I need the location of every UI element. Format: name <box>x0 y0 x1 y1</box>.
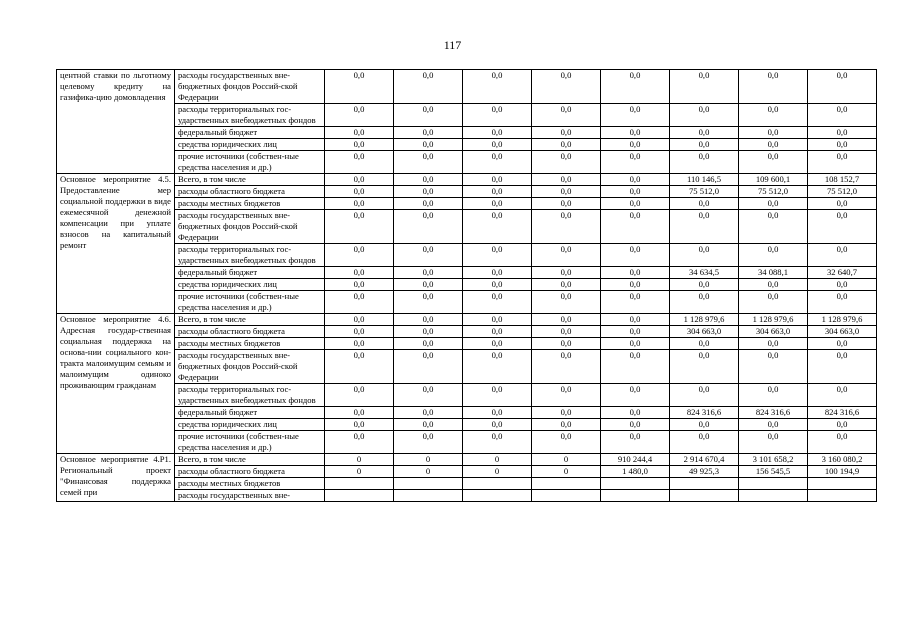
value-cell <box>325 478 394 490</box>
value-cell: 0,0 <box>739 291 808 314</box>
table-row <box>57 454 877 466</box>
value-cell: 3 160 080,2 <box>808 454 877 466</box>
table-row <box>57 151 877 174</box>
funding-source-cell: расходы территориальных гос-ударственных внебюджетных фондов <box>175 244 325 267</box>
value-cell: 0,0 <box>394 314 463 326</box>
page-number: 117 <box>443 38 462 52</box>
value-cell: 0,0 <box>394 104 463 127</box>
value-cell: 0,0 <box>532 127 601 139</box>
value-cell: 0,0 <box>739 350 808 384</box>
value-cell: 0,0 <box>670 210 739 244</box>
value-cell: 0,0 <box>739 104 808 127</box>
value-cell: 0,0 <box>601 186 670 198</box>
value-cell <box>394 478 463 490</box>
value-cell: 0,0 <box>808 104 877 127</box>
table-row <box>57 338 877 350</box>
value-cell: 0,0 <box>739 431 808 454</box>
value-cell: 0,0 <box>325 127 394 139</box>
value-cell: 110 146,5 <box>670 174 739 186</box>
value-cell: 0,0 <box>739 244 808 267</box>
value-cell: 0,0 <box>601 139 670 151</box>
value-cell: 0,0 <box>532 431 601 454</box>
value-cell <box>739 478 808 490</box>
measure-cell: Основное мероприятие 4.Р1. Региональный проект "Финансовая поддержка семей при <box>57 454 175 502</box>
value-cell: 0,0 <box>325 244 394 267</box>
value-cell: 0,0 <box>670 70 739 104</box>
value-cell: 824 316,6 <box>739 407 808 419</box>
value-cell: 0,0 <box>463 326 532 338</box>
value-cell: 0,0 <box>808 70 877 104</box>
funding-source-cell: Всего, в том числе <box>175 314 325 326</box>
value-cell: 0,0 <box>463 431 532 454</box>
value-cell: 3 101 658,2 <box>739 454 808 466</box>
value-cell: 1 480,0 <box>601 466 670 478</box>
value-cell: 0,0 <box>394 419 463 431</box>
value-cell: 0,0 <box>670 338 739 350</box>
value-cell <box>463 478 532 490</box>
value-cell: 0,0 <box>739 198 808 210</box>
value-cell: 0,0 <box>325 267 394 279</box>
funding-source-cell: расходы областного бюджета <box>175 466 325 478</box>
value-cell: 108 152,7 <box>808 174 877 186</box>
funding-source-cell: расходы государственных вне-бюджетных фондов Россий-ской Федерации <box>175 70 325 104</box>
funding-source-cell: расходы государственных вне- <box>175 490 325 502</box>
value-cell: 0,0 <box>601 350 670 384</box>
value-cell: 0,0 <box>463 419 532 431</box>
value-cell: 0,0 <box>601 104 670 127</box>
value-cell: 0,0 <box>532 267 601 279</box>
table-row <box>57 419 877 431</box>
funding-source-cell: расходы областного бюджета <box>175 326 325 338</box>
value-cell: 824 316,6 <box>670 407 739 419</box>
value-cell: 156 545,5 <box>739 466 808 478</box>
value-cell: 0 <box>532 454 601 466</box>
value-cell <box>670 490 739 502</box>
funding-source-cell: расходы государственных вне-бюджетных фондов Россий-ской Федерации <box>175 210 325 244</box>
value-cell: 0,0 <box>325 407 394 419</box>
value-cell: 0,0 <box>739 151 808 174</box>
value-cell: 1 128 979,6 <box>808 314 877 326</box>
value-cell: 1 128 979,6 <box>670 314 739 326</box>
value-cell: 0,0 <box>325 314 394 326</box>
value-cell: 0,0 <box>394 210 463 244</box>
value-cell: 0,0 <box>463 210 532 244</box>
value-cell: 0,0 <box>532 139 601 151</box>
funding-source-cell: федеральный бюджет <box>175 127 325 139</box>
value-cell: 0,0 <box>532 384 601 407</box>
table-row <box>57 478 877 490</box>
value-cell: 0,0 <box>394 384 463 407</box>
value-cell: 0,0 <box>532 198 601 210</box>
value-cell: 0,0 <box>808 139 877 151</box>
funding-source-cell: расходы местных бюджетов <box>175 198 325 210</box>
value-cell <box>325 490 394 502</box>
value-cell: 0,0 <box>325 210 394 244</box>
table-row <box>57 104 877 127</box>
value-cell: 0,0 <box>325 384 394 407</box>
value-cell: 0,0 <box>739 70 808 104</box>
value-cell: 0,0 <box>670 198 739 210</box>
value-cell: 1 128 979,6 <box>739 314 808 326</box>
value-cell: 0,0 <box>532 104 601 127</box>
funding-source-cell: федеральный бюджет <box>175 267 325 279</box>
table-row <box>57 186 877 198</box>
value-cell: 0,0 <box>394 198 463 210</box>
value-cell: 34 634,5 <box>670 267 739 279</box>
value-cell: 0,0 <box>325 139 394 151</box>
value-cell: 0,0 <box>532 326 601 338</box>
value-cell: 0,0 <box>601 419 670 431</box>
table-row <box>57 407 877 419</box>
value-cell: 0,0 <box>739 139 808 151</box>
value-cell: 0,0 <box>325 419 394 431</box>
value-cell <box>394 490 463 502</box>
value-cell: 34 088,1 <box>739 267 808 279</box>
value-cell: 0,0 <box>463 127 532 139</box>
funding-source-cell: расходы территориальных гос-ударственных внебюджетных фондов <box>175 384 325 407</box>
value-cell: 304 663,0 <box>670 326 739 338</box>
value-cell: 0,0 <box>325 326 394 338</box>
value-cell: 0,0 <box>532 210 601 244</box>
value-cell: 0,0 <box>463 244 532 267</box>
value-cell <box>463 490 532 502</box>
funding-source-cell: средства юридических лиц <box>175 279 325 291</box>
value-cell: 0,0 <box>808 291 877 314</box>
table-row <box>57 198 877 210</box>
value-cell: 0,0 <box>394 350 463 384</box>
value-cell: 0,0 <box>325 104 394 127</box>
value-cell: 0,0 <box>532 70 601 104</box>
value-cell: 0,0 <box>670 384 739 407</box>
value-cell: 0,0 <box>463 279 532 291</box>
value-cell: 0,0 <box>739 279 808 291</box>
value-cell: 0,0 <box>670 139 739 151</box>
table-row <box>57 431 877 454</box>
value-cell: 0,0 <box>808 431 877 454</box>
value-cell: 0,0 <box>739 127 808 139</box>
value-cell: 32 640,7 <box>808 267 877 279</box>
measure-cell: центной ставки по льготному целевому кредиту на газифика-цию домовладения <box>57 70 175 174</box>
value-cell: 0,0 <box>532 244 601 267</box>
value-cell: 0,0 <box>808 151 877 174</box>
value-cell: 0 <box>325 466 394 478</box>
value-cell: 0,0 <box>601 407 670 419</box>
value-cell: 0,0 <box>808 338 877 350</box>
value-cell: 0,0 <box>670 244 739 267</box>
value-cell: 0,0 <box>532 174 601 186</box>
value-cell <box>532 490 601 502</box>
funding-source-cell: расходы областного бюджета <box>175 186 325 198</box>
table-row <box>57 384 877 407</box>
value-cell: 0,0 <box>601 174 670 186</box>
value-cell: 109 600,1 <box>739 174 808 186</box>
funding-source-cell: прочие источники (собствен-ные средства населения и др.) <box>175 431 325 454</box>
value-cell: 0 <box>394 466 463 478</box>
value-cell <box>739 490 808 502</box>
value-cell: 75 512,0 <box>670 186 739 198</box>
value-cell: 0,0 <box>463 186 532 198</box>
value-cell: 0,0 <box>394 186 463 198</box>
value-cell: 0,0 <box>325 291 394 314</box>
value-cell: 0,0 <box>394 127 463 139</box>
value-cell: 0,0 <box>394 174 463 186</box>
value-cell: 0,0 <box>463 291 532 314</box>
value-cell: 0,0 <box>601 267 670 279</box>
value-cell: 0,0 <box>532 151 601 174</box>
value-cell: 0,0 <box>394 407 463 419</box>
value-cell: 0,0 <box>739 210 808 244</box>
value-cell: 0,0 <box>808 419 877 431</box>
value-cell: 0,0 <box>394 151 463 174</box>
value-cell: 0,0 <box>601 291 670 314</box>
value-cell: 49 925,3 <box>670 466 739 478</box>
value-cell: 824 316,6 <box>808 407 877 419</box>
value-cell: 0,0 <box>394 244 463 267</box>
value-cell: 0,0 <box>532 419 601 431</box>
budget-table-body <box>57 70 877 502</box>
table-row <box>57 350 877 384</box>
value-cell: 0,0 <box>670 350 739 384</box>
value-cell: 0,0 <box>670 431 739 454</box>
value-cell: 0 <box>463 454 532 466</box>
table-row <box>57 70 877 104</box>
value-cell: 304 663,0 <box>808 326 877 338</box>
value-cell: 304 663,0 <box>739 326 808 338</box>
value-cell: 0,0 <box>601 338 670 350</box>
funding-source-cell: федеральный бюджет <box>175 407 325 419</box>
value-cell <box>601 490 670 502</box>
value-cell: 0,0 <box>463 139 532 151</box>
value-cell: 0,0 <box>601 326 670 338</box>
measure-cell: Основное мероприятие 4.5. Предоставление мер социальной поддержки в виде ежемесячной денежной компенсации при уплате взносов на капитальный ремонт <box>57 174 175 314</box>
value-cell: 0,0 <box>670 419 739 431</box>
value-cell: 0,0 <box>325 279 394 291</box>
value-cell: 0,0 <box>532 279 601 291</box>
value-cell: 0 <box>463 466 532 478</box>
value-cell: 0 <box>532 466 601 478</box>
value-cell: 0,0 <box>394 431 463 454</box>
value-cell: 0,0 <box>808 350 877 384</box>
table-row <box>57 267 877 279</box>
value-cell: 0,0 <box>394 267 463 279</box>
table-row <box>57 127 877 139</box>
value-cell: 75 512,0 <box>808 186 877 198</box>
funding-source-cell: средства юридических лиц <box>175 419 325 431</box>
value-cell: 0,0 <box>463 104 532 127</box>
funding-source-cell: расходы местных бюджетов <box>175 338 325 350</box>
value-cell: 0,0 <box>532 291 601 314</box>
value-cell: 0,0 <box>739 419 808 431</box>
value-cell: 0,0 <box>601 431 670 454</box>
value-cell: 0,0 <box>325 350 394 384</box>
value-cell: 0 <box>394 454 463 466</box>
value-cell: 0,0 <box>325 70 394 104</box>
value-cell: 2 914 670,4 <box>670 454 739 466</box>
value-cell: 0,0 <box>463 267 532 279</box>
value-cell: 0,0 <box>394 291 463 314</box>
value-cell: 0,0 <box>670 104 739 127</box>
value-cell: 0,0 <box>808 210 877 244</box>
value-cell: 0,0 <box>532 314 601 326</box>
table-row <box>57 279 877 291</box>
value-cell: 0,0 <box>808 127 877 139</box>
funding-source-cell: средства юридических лиц <box>175 139 325 151</box>
value-cell <box>808 490 877 502</box>
table-row <box>57 490 877 502</box>
value-cell: 0 <box>325 454 394 466</box>
table-row <box>57 210 877 244</box>
value-cell: 0,0 <box>463 198 532 210</box>
table-row <box>57 139 877 151</box>
funding-source-cell: расходы местных бюджетов <box>175 478 325 490</box>
value-cell: 0,0 <box>808 198 877 210</box>
funding-source-cell: расходы территориальных гос-ударственных внебюджетных фондов <box>175 104 325 127</box>
value-cell: 0,0 <box>601 70 670 104</box>
funding-source-cell: прочие источники (собствен-ные средства населения и др.) <box>175 151 325 174</box>
value-cell: 910 244,4 <box>601 454 670 466</box>
funding-source-cell: Всего, в том числе <box>175 454 325 466</box>
value-cell: 0,0 <box>325 198 394 210</box>
value-cell: 0,0 <box>463 338 532 350</box>
value-cell: 0,0 <box>532 338 601 350</box>
value-cell: 0,0 <box>739 384 808 407</box>
value-cell: 0,0 <box>601 384 670 407</box>
value-cell: 0,0 <box>463 314 532 326</box>
value-cell: 100 194,9 <box>808 466 877 478</box>
value-cell: 0,0 <box>463 407 532 419</box>
value-cell: 0,0 <box>325 186 394 198</box>
value-cell: 0,0 <box>670 151 739 174</box>
value-cell: 0,0 <box>670 291 739 314</box>
value-cell: 0,0 <box>532 186 601 198</box>
value-cell: 0,0 <box>394 326 463 338</box>
value-cell <box>670 478 739 490</box>
value-cell: 0,0 <box>532 407 601 419</box>
value-cell: 0,0 <box>394 338 463 350</box>
value-cell: 0,0 <box>808 279 877 291</box>
value-cell: 0,0 <box>601 244 670 267</box>
table-row <box>57 326 877 338</box>
value-cell: 0,0 <box>325 431 394 454</box>
value-cell: 0,0 <box>325 174 394 186</box>
value-cell: 0,0 <box>463 350 532 384</box>
funding-source-cell: прочие источники (собствен-ные средства населения и др.) <box>175 291 325 314</box>
value-cell: 0,0 <box>601 279 670 291</box>
value-cell: 0,0 <box>601 127 670 139</box>
table-row <box>57 314 877 326</box>
value-cell: 0,0 <box>601 151 670 174</box>
value-cell: 0,0 <box>670 127 739 139</box>
table-row <box>57 291 877 314</box>
budget-table <box>56 69 877 502</box>
funding-source-cell: Всего, в том числе <box>175 174 325 186</box>
value-cell: 0,0 <box>325 151 394 174</box>
value-cell <box>532 478 601 490</box>
value-cell: 0,0 <box>463 174 532 186</box>
value-cell: 0,0 <box>532 350 601 384</box>
table-row <box>57 244 877 267</box>
value-cell: 0,0 <box>601 314 670 326</box>
table-row <box>57 174 877 186</box>
value-cell: 0,0 <box>325 338 394 350</box>
value-cell: 0,0 <box>394 279 463 291</box>
value-cell: 0,0 <box>463 151 532 174</box>
table-row <box>57 466 877 478</box>
value-cell: 0,0 <box>601 210 670 244</box>
value-cell: 0,0 <box>394 139 463 151</box>
funding-source-cell: расходы государственных вне-бюджетных фондов Россий-ской Федерации <box>175 350 325 384</box>
value-cell: 0,0 <box>601 198 670 210</box>
value-cell: 0,0 <box>670 279 739 291</box>
value-cell: 75 512,0 <box>739 186 808 198</box>
value-cell <box>601 478 670 490</box>
measure-cell: Основное мероприятие 4.6. Адресная государ-ственная социальная поддержка на основа-нии социального кон-тракта малоимущим семьям и малоимущим одиноко проживающим гражданам <box>57 314 175 454</box>
value-cell <box>808 478 877 490</box>
value-cell: 0,0 <box>463 70 532 104</box>
value-cell: 0,0 <box>808 244 877 267</box>
value-cell: 0,0 <box>739 338 808 350</box>
value-cell: 0,0 <box>463 384 532 407</box>
value-cell: 0,0 <box>394 70 463 104</box>
value-cell: 0,0 <box>808 384 877 407</box>
